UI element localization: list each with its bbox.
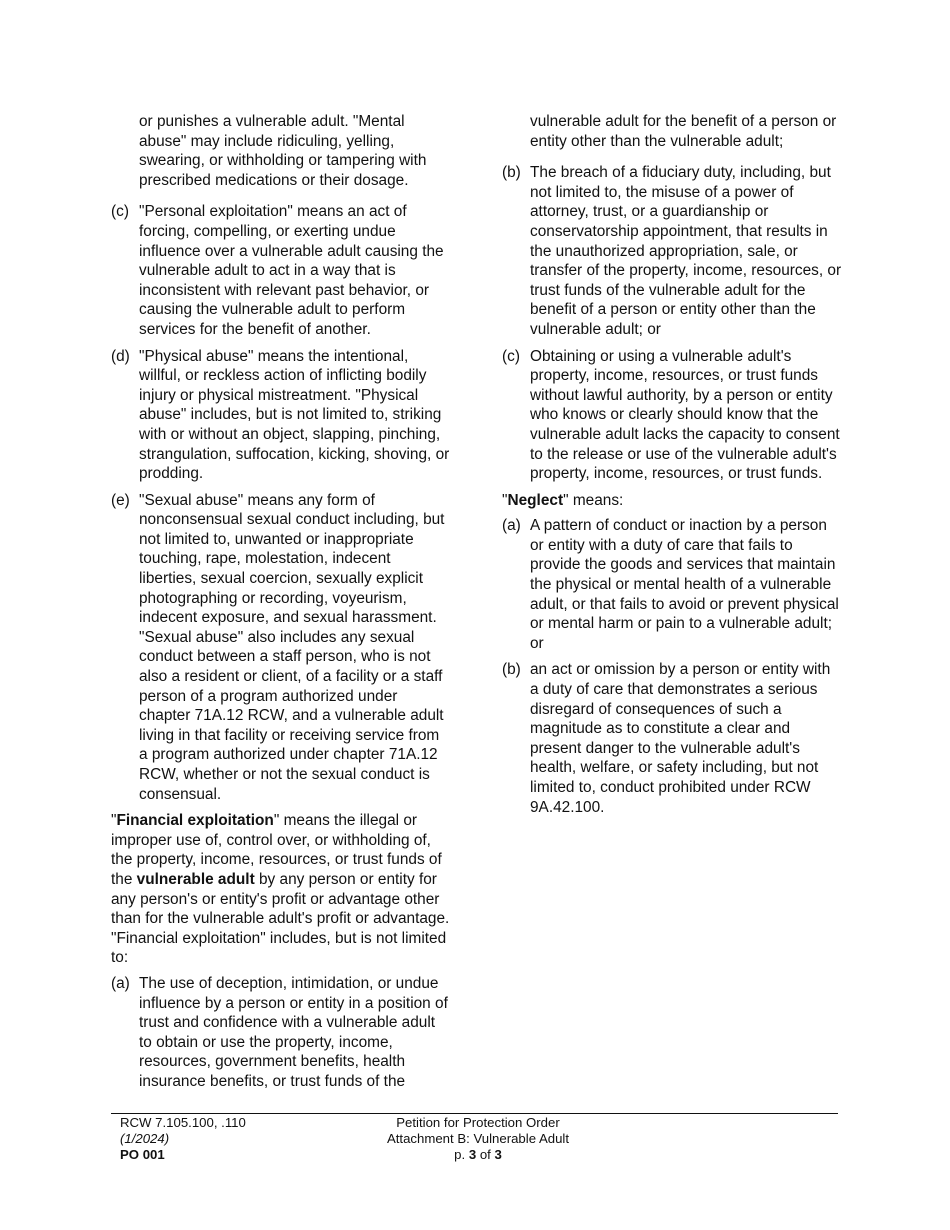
term-financial-exploitation: Financial exploitation xyxy=(116,812,274,830)
financial-a-continuation: vulnerable adult for the benefit of a person or entity other than the vulnerable adult; xyxy=(530,113,837,150)
list-item-text: an act or omission by a person or entity with a duty of care that demonstrates a serious disregard of consequences of such a magnitude as to constitute a clear and present danger to the vulnerable adult's health, welfare, or safety including, but not limited to, conduct prohibited under RCW 9A.42.100. xyxy=(530,661,831,816)
neglect-definition xyxy=(502,491,842,511)
list-marker: (a) xyxy=(502,517,521,535)
footer-title-line-2: Attachment B: Vulnerable Adult xyxy=(386,1131,570,1146)
page-footer xyxy=(111,1113,838,1162)
list-marker: (c) xyxy=(502,347,520,365)
list-item-financial-a xyxy=(111,974,451,1092)
list-item-text: The use of deception, intimidation, or undue influence by a person or entity in a position of trust and confidence with a vulnerable adult to obtain or use the property, income, resources, government benefits, health insurance benefits, or trust funds of the xyxy=(139,974,448,1090)
page-prefix: p. xyxy=(454,1147,469,1162)
list-item-text: "Sexual abuse" means any form of nonconsensual sexual conduct including, but not limited to, unwanted or inappropriate touching, rape, molestation, indecent liberties, sexual coercion, sexually explicit photographing or recording, voyeurism, indecent exposure, and sexual harassment. "Sexual abuse" also includes any sexual conduct between a staff person, who is not also a resident or client, of a facility or a staff person of a program authorized under chapter 71A.12 RCW, and a vulnerable adult living in that facility or receiving service from a program authorized under chapter 71A.12 RCW, whether or not the sexual conduct is consensual. xyxy=(139,491,445,803)
open-quote: " xyxy=(111,812,117,830)
list-item-financial-c xyxy=(502,347,842,484)
open-quote: " xyxy=(502,491,508,509)
list-item-text: A pattern of conduct or inaction by a person or entity with a duty of care that fails to provide the goods and services that maintain the physical or mental health of a vulnerable adult, or that fails to avoid or prevent physical or mental harm or pain to a vulnerable adult; or xyxy=(530,517,839,652)
list-marker: (b) xyxy=(502,661,521,679)
list-item-sexual-abuse xyxy=(111,491,451,805)
footer-center xyxy=(343,1115,613,1163)
list-item-text: The breach of a fiduciary duty, including, but not limited to, the misuse of a power of attorney, trust, or a guardianship or conservatorship appointment, that results in the unauthorized appropriation, sale, or transfer of the property, income, resources, or trust funds of the vulnerable adult for the benefit of a person or entity other than the vulnerable adult; or xyxy=(530,164,842,338)
list-item-text: Obtaining or using a vulnerable adult's property, income, resources, or trust funds without lawful authority, by a person or entity who knows or clearly should know that the vulnerable adult lacks the capacity to consent to the release or use of the vulnerable adult's property, income, resources, or trust funds. xyxy=(530,347,840,483)
financial-exploitation-definition xyxy=(111,811,451,968)
list-item-neglect-a xyxy=(502,516,842,653)
term-neglect: Neglect xyxy=(507,491,564,509)
right-column xyxy=(502,112,842,824)
page-of: of xyxy=(476,1147,495,1162)
page-total: 3 xyxy=(494,1147,502,1162)
list-item-text: "Physical abuse" means the intentional, willful, or reckless action of inflicting bodily injury or physical mistreatment. "Physical abuse" includes, but is not limited to, striking with or without an object, slapping, pinching, strangulation, suffocation, kicking, shoving, or prodding. xyxy=(139,347,450,483)
definition-text: " means the illegal or improper use of, control over, or withholding of, the property, income, resources, or trust funds of the xyxy=(111,812,442,888)
footer-statute: RCW 7.105.100, .110 xyxy=(120,1115,246,1130)
list-marker: (c) xyxy=(111,203,129,221)
list-item-personal-exploitation xyxy=(111,202,451,339)
list-item-neglect-b xyxy=(502,660,842,817)
mental-abuse-continuation: or punishes a vulnerable adult. "Mental abuse" may include ridiculing, yelling, swearing, or withholding or tampering with prescribed medications or their dosage. xyxy=(139,113,427,189)
definition-text: " means: xyxy=(563,491,624,509)
list-marker: (b) xyxy=(502,164,521,182)
list-marker: (a) xyxy=(111,974,130,992)
list-item-financial-b xyxy=(502,163,842,339)
term-vulnerable-adult: vulnerable adult xyxy=(136,870,255,888)
list-marker: (d) xyxy=(111,347,130,365)
footer-form-code: PO 001 xyxy=(120,1147,165,1162)
page-number xyxy=(343,1147,613,1163)
left-column xyxy=(111,112,451,1099)
definition-text: by any person or entity for any person's or entity's profit or advantage other than for the vulnerable adult's profit or advantage. "Financial exploitation" includes, but is not limited to: xyxy=(111,870,450,967)
list-marker: (e) xyxy=(111,491,130,509)
footer-revision: (1/2024) xyxy=(120,1131,170,1146)
footer-title-line-1: Petition for Protection Order xyxy=(396,1115,560,1130)
page-current: 3 xyxy=(468,1147,477,1162)
list-item-physical-abuse xyxy=(111,347,451,484)
footer-left xyxy=(120,1115,246,1163)
list-item-text: "Personal exploitation" means an act of forcing, compelling, or exerting undue influence over a vulnerable adult causing the vulnerable adult to act in a way that is inconsistent with relevant past behavior, or causing the vulnerable adult to perform services for the benefit of another. xyxy=(139,203,444,338)
